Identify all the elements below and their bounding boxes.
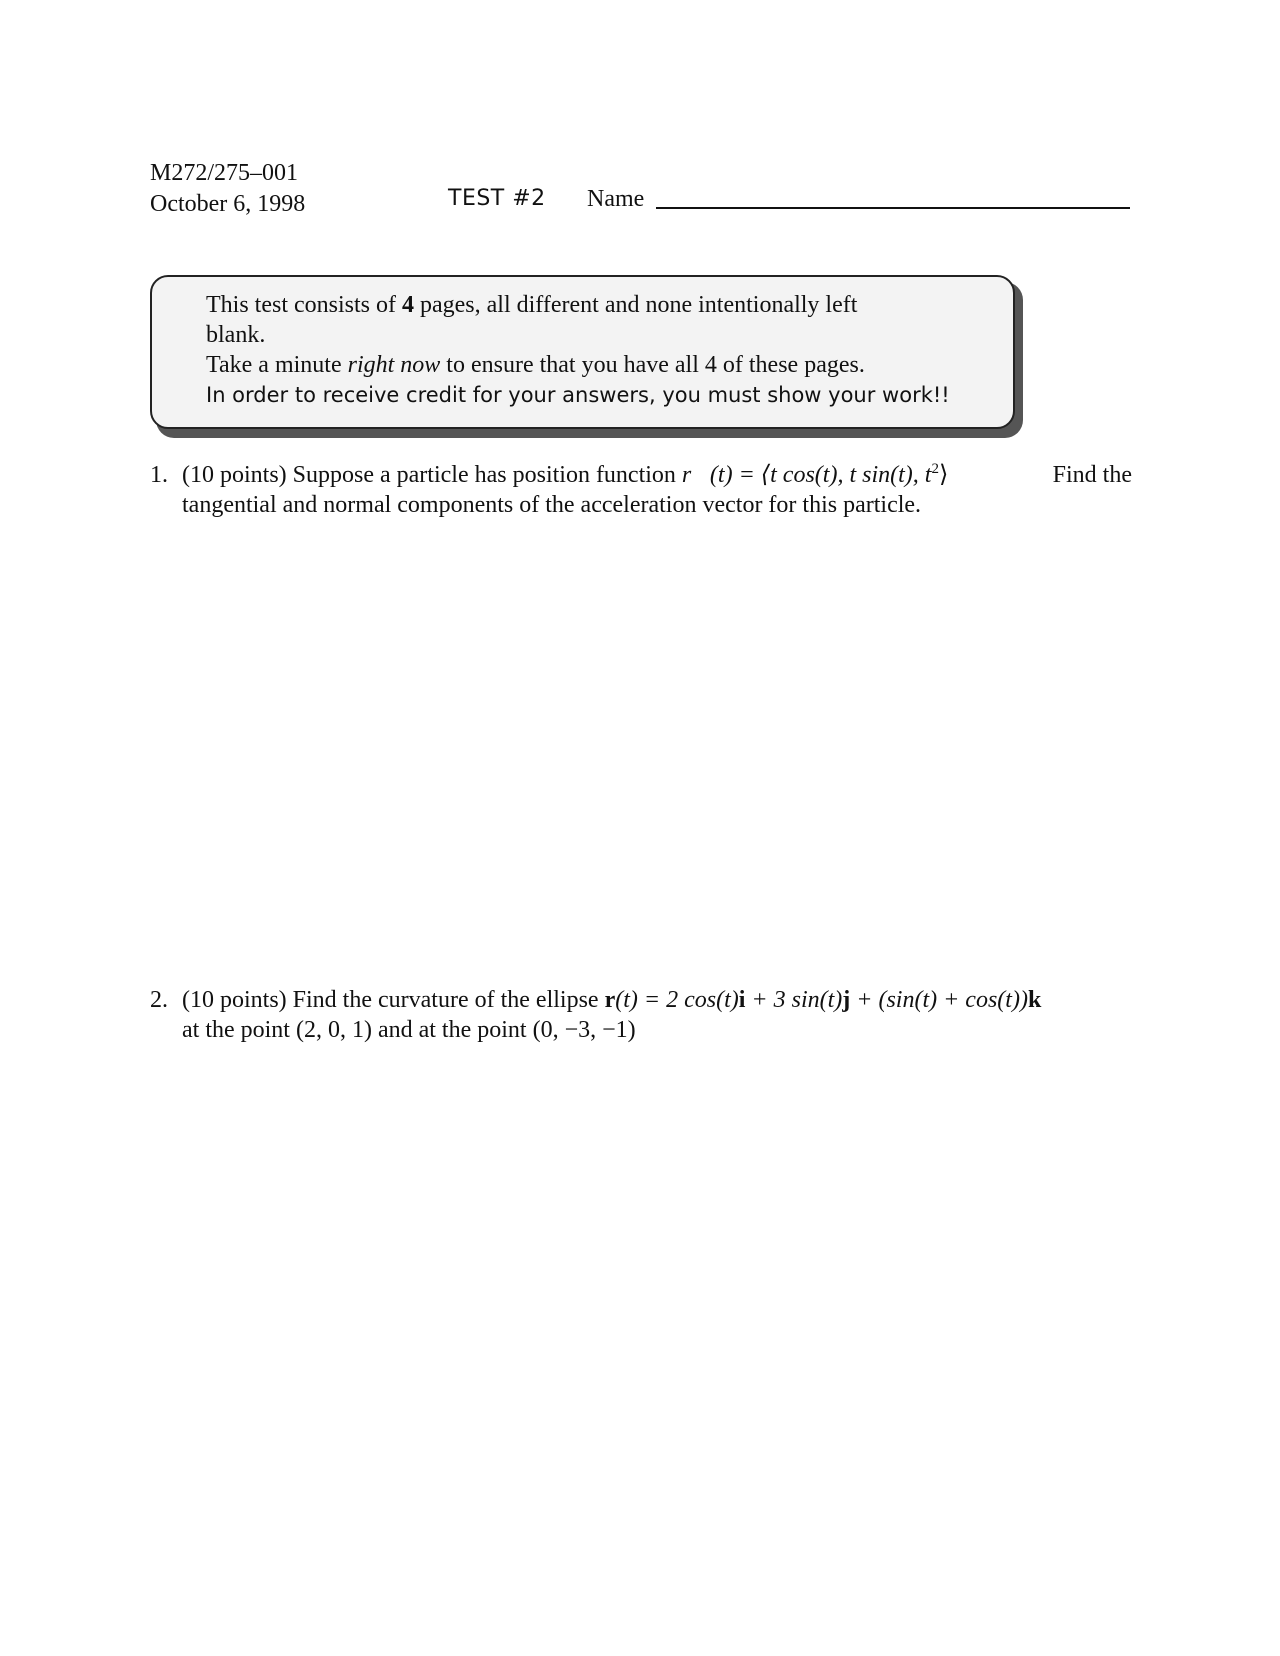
page-count-bold: 4 [402,292,414,318]
unit-vector-k: k [1027,987,1042,1013]
problem-1-line-1-end: Find the [1052,462,1132,488]
notice-line-1-start: This test consists of [206,292,402,318]
exam-date: October 6, 1998 [150,191,306,217]
notice-line-1 [206,290,966,320]
ellipse-term-3: + (sin(t) + cos(t)) [850,987,1028,1013]
notice-line-4: In order to receive credit for your answers, you must show your work!! [206,383,950,407]
notice-line-1-end: pages, all different and none intentionally left [414,292,858,318]
vector-close-bracket: ⟩ [938,462,949,488]
problem-1-number: 1. [150,462,168,488]
problem-2-intro: (10 points) Find the curvature of the ellipse [182,987,605,1013]
problem-1-text [182,460,1132,520]
position-function: r⃗(t) = ⟨t cos(t), t sin(t), t [681,462,932,488]
notice-line-3 [206,350,966,380]
problem-1-line-1-text [182,460,948,490]
problem-2-line-1 [182,985,1132,1015]
unit-vector-i: i [738,987,746,1013]
problem-2-text [182,985,1132,1045]
problem-1-intro: (10 points) Suppose a particle has position function [182,462,682,488]
course-info [150,158,305,220]
course-code: M272/275–001 [150,160,299,186]
name-label: Name [587,186,645,212]
unit-vector-j: j [842,987,851,1013]
vector-r: r [604,987,616,1013]
notice-line-2: blank. [206,322,266,348]
notice-text [206,290,966,410]
exponent: 2 [931,461,939,477]
problem-2-line-2: at the point (2, 0, 1) and at the point (0, −3, −1) [182,1017,636,1043]
notice-line-3-end: to ensure that you have all 4 of these pages. [440,352,865,378]
test-title: TEST #2 [448,186,546,211]
ellipse-term-1: (t) = 2 cos(t) [615,987,739,1013]
notice-emphasis: right now [347,352,441,378]
problem-1-line-1 [182,460,1132,490]
problem-2-number: 2. [150,987,168,1013]
problem-1-line-2: tangential and normal components of the acceleration vector for this particle. [182,492,922,518]
notice-line-3-start: Take a minute [206,352,348,378]
ellipse-term-2: + 3 sin(t) [745,987,843,1013]
name-blank-line[interactable] [656,207,1130,209]
